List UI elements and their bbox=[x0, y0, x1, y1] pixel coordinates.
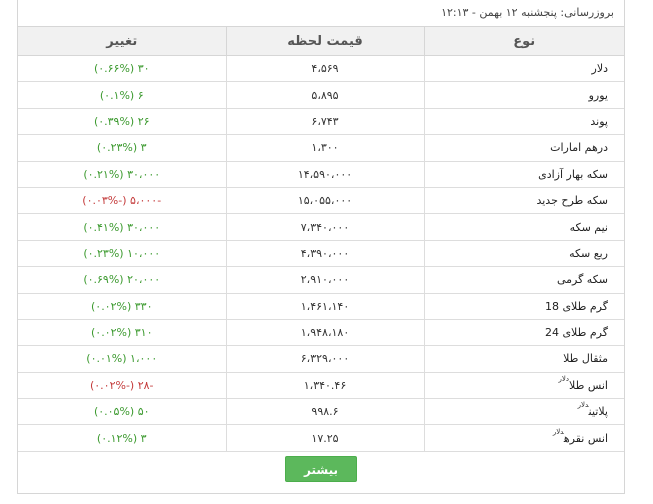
row-price: ۶،۳۲۹،۰۰۰ bbox=[226, 346, 424, 372]
row-price: ۱،۳۴۰.۴۶ bbox=[226, 372, 424, 398]
row-name: انس طلا bbox=[569, 378, 608, 392]
row-name-cell bbox=[424, 135, 624, 161]
row-name-cell bbox=[424, 161, 624, 187]
row-unit: دلار bbox=[552, 427, 564, 436]
table-header-row bbox=[18, 27, 624, 56]
table-row bbox=[18, 187, 624, 213]
row-change: -۵،۰۰۰ (-۰.۰۳%) bbox=[18, 187, 226, 213]
row-change: ۲۰،۰۰۰ (۰.۶۹%) bbox=[18, 267, 226, 293]
table-row bbox=[18, 161, 624, 187]
row-price: ۱۴،۵۹۰،۰۰۰ bbox=[226, 161, 424, 187]
currency-price-widget bbox=[17, 0, 625, 494]
table-row bbox=[18, 399, 624, 425]
row-change: ۳۰،۰۰۰ (۰.۲۱%) bbox=[18, 161, 226, 187]
row-name: سکه گرمی bbox=[556, 273, 608, 287]
row-name-cell bbox=[424, 56, 624, 82]
row-name-cell bbox=[424, 214, 624, 240]
table-row bbox=[18, 293, 624, 319]
row-change: ۳ (۰.۲۳%) bbox=[18, 135, 226, 161]
more-button[interactable]: بیشتر bbox=[285, 456, 357, 482]
row-name-cell bbox=[424, 425, 624, 451]
column-header-change: تغییر bbox=[18, 27, 226, 56]
row-change: ۳ (۰.۱۲%) bbox=[18, 425, 226, 451]
row-name: گرم طلای 18 bbox=[544, 299, 608, 313]
table-row bbox=[18, 372, 624, 398]
column-header-price: قیمت لحظه bbox=[226, 27, 424, 56]
row-name: سکه طرح جدید bbox=[536, 194, 608, 208]
row-name-cell bbox=[424, 267, 624, 293]
row-price: ۲،۹۱۰،۰۰۰ bbox=[226, 267, 424, 293]
row-name: دلار bbox=[591, 62, 608, 76]
row-price: ۵،۸۹۵ bbox=[226, 82, 424, 108]
row-name-cell bbox=[424, 372, 624, 398]
row-name: سکه بهار آزادی bbox=[538, 167, 608, 181]
row-name: گرم طلای 24 bbox=[544, 326, 608, 340]
row-name: ربع سکه bbox=[569, 246, 608, 260]
table-body bbox=[18, 56, 624, 452]
row-change: ۳۱۰ (۰.۰۲%) bbox=[18, 319, 226, 345]
row-name-cell bbox=[424, 240, 624, 266]
row-name: مثقال طلا bbox=[563, 352, 608, 366]
row-unit: دلار bbox=[577, 401, 589, 410]
row-name-cell bbox=[424, 399, 624, 425]
row-change: ۵۰ (۰.۰۵%) bbox=[18, 399, 226, 425]
table-row bbox=[18, 267, 624, 293]
row-price: ۹۹۸.۶ bbox=[226, 399, 424, 425]
row-name: پوند bbox=[590, 114, 608, 128]
row-change: ۲۶ (۰.۳۹%) bbox=[18, 108, 226, 134]
row-price: ۱،۴۶۱،۱۴۰ bbox=[226, 293, 424, 319]
table-row bbox=[18, 214, 624, 240]
row-change: ۱،۰۰۰ (۰.۰۱%) bbox=[18, 346, 226, 372]
table-row bbox=[18, 56, 624, 82]
row-unit: دلار bbox=[558, 374, 570, 383]
table-row bbox=[18, 346, 624, 372]
row-change: ۶ (۰.۱%) bbox=[18, 82, 226, 108]
table-row bbox=[18, 108, 624, 134]
row-price: ۷،۳۴۰،۰۰۰ bbox=[226, 214, 424, 240]
row-price: ۱۵،۰۵۵،۰۰۰ bbox=[226, 187, 424, 213]
row-change: ۳۰ (۰.۶۶%) bbox=[18, 56, 226, 82]
table-row bbox=[18, 240, 624, 266]
row-price: ۱۷.۲۵ bbox=[226, 425, 424, 451]
row-name: درهم امارات bbox=[550, 141, 608, 155]
row-name-cell bbox=[424, 108, 624, 134]
column-header-type: نوع bbox=[424, 27, 624, 56]
row-name: پلاتین bbox=[588, 405, 608, 419]
row-change: -۲۸ (-۰.۰۲%) bbox=[18, 372, 226, 398]
last-update-text: بروزرسانی: پنجشنبه ۱۲ بهمن - ۱۲:۱۳ bbox=[18, 0, 624, 27]
row-name-cell bbox=[424, 346, 624, 372]
row-price: ۱،۳۰۰ bbox=[226, 135, 424, 161]
row-price: ۱،۹۴۸،۱۸۰ bbox=[226, 319, 424, 345]
row-name-cell bbox=[424, 293, 624, 319]
row-name: نیم سکه bbox=[569, 220, 608, 234]
table-row bbox=[18, 135, 624, 161]
row-price: ۶،۷۴۳ bbox=[226, 108, 424, 134]
row-change: ۳۰،۰۰۰ (۰.۴۱%) bbox=[18, 214, 226, 240]
footer bbox=[18, 452, 624, 482]
row-name-cell bbox=[424, 82, 624, 108]
row-change: ۳۳۰ (۰.۰۲%) bbox=[18, 293, 226, 319]
row-name-cell bbox=[424, 319, 624, 345]
table-row bbox=[18, 82, 624, 108]
row-name: انس نقره bbox=[563, 431, 608, 445]
table-row bbox=[18, 319, 624, 345]
row-name-cell bbox=[424, 187, 624, 213]
table-row bbox=[18, 425, 624, 451]
row-change: ۱۰،۰۰۰ (۰.۲۳%) bbox=[18, 240, 226, 266]
row-price: ۴،۵۶۹ bbox=[226, 56, 424, 82]
price-table bbox=[18, 27, 624, 452]
row-name: یورو bbox=[588, 88, 608, 102]
row-price: ۴،۳۹۰،۰۰۰ bbox=[226, 240, 424, 266]
